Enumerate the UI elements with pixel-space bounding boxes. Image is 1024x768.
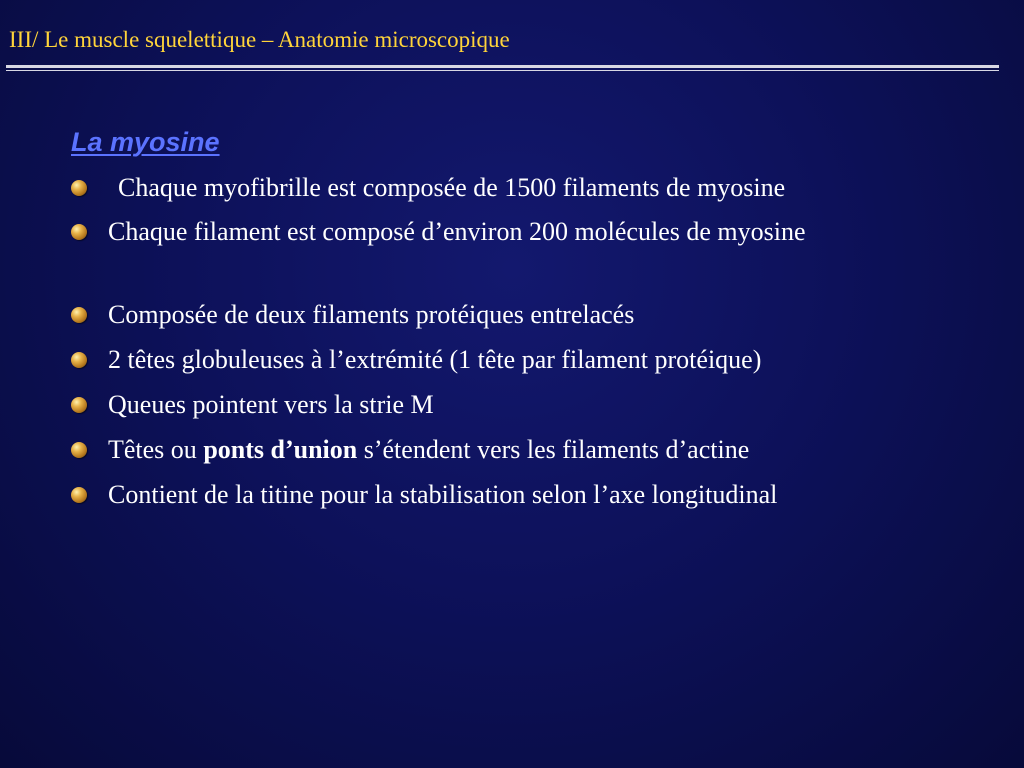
bullet-text: Chaque myofibrille est composée de 1500 filaments de myosine (118, 173, 786, 202)
bullet-text: Composée de deux filaments protéiques entrelacés (108, 300, 635, 329)
bullet-text-before: Têtes ou (108, 435, 204, 464)
bullet-item-7 (71, 477, 1011, 513)
bullet-text (108, 432, 1011, 468)
gold-sphere-icon (71, 397, 87, 413)
gold-sphere-icon (71, 180, 87, 196)
bullet-text-after: s’étendent vers les filaments d’actine (357, 435, 750, 464)
bullet-item-5 (71, 387, 1011, 423)
gold-sphere-icon (71, 224, 87, 240)
bullet-text: Contient de la titine pour la stabilisation selon l’axe longitudinal (108, 480, 778, 509)
bullet-text: 2 têtes globuleuses à l’extrémité (1 tête par filament protéique) (108, 345, 762, 374)
slide-title: III/ Le muscle squelettique – Anatomie microscopique (9, 27, 510, 52)
bullet-item-2 (71, 214, 1011, 250)
bullet-text: Chaque filament est composé d’environ 200 molécules de myosine (108, 217, 806, 246)
bullet-text: Queues pointent vers la strie M (108, 390, 434, 419)
bullet-item-3 (71, 297, 1011, 333)
title-rule-thin (6, 70, 999, 71)
bullet-item-1 (71, 170, 1011, 206)
gold-sphere-icon (71, 442, 87, 458)
bullet-item-6 (71, 432, 1011, 468)
bullet-item-4 (71, 342, 1011, 378)
gold-sphere-icon (71, 487, 87, 503)
bullet-text-bold: ponts d’union (203, 435, 358, 464)
gold-sphere-icon (71, 307, 87, 323)
title-rule-thick (6, 65, 999, 68)
section-subtitle: La myosine (71, 127, 220, 157)
gold-sphere-icon (71, 352, 87, 368)
